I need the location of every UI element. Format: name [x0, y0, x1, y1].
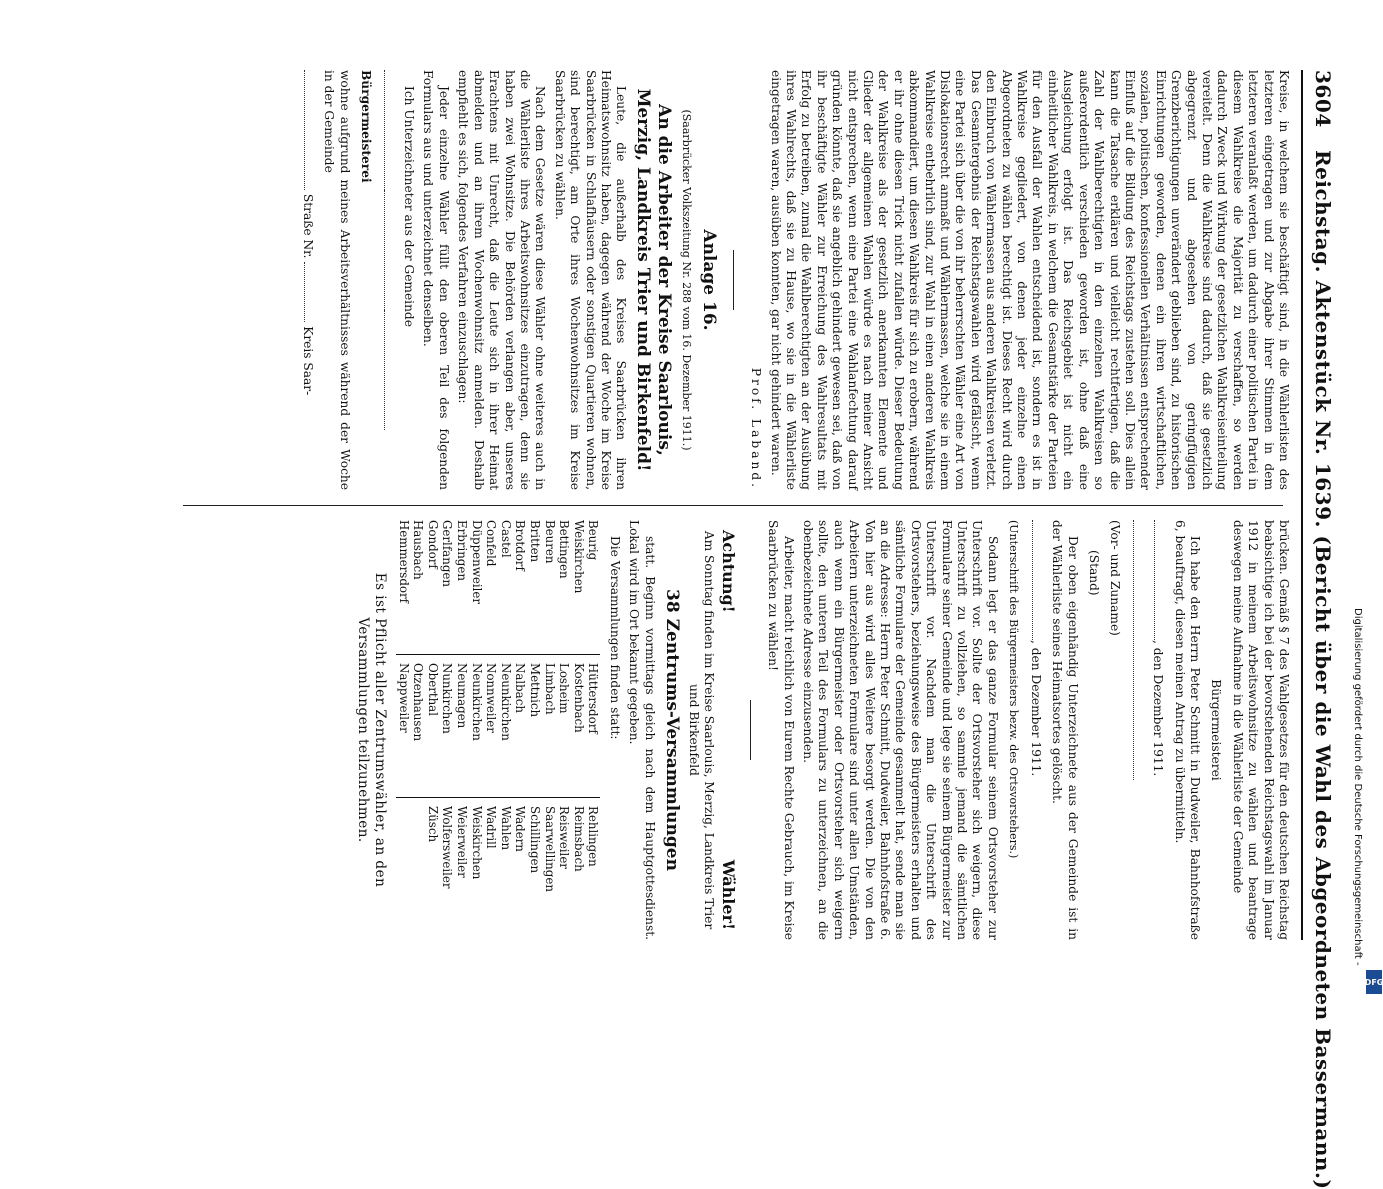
date-line: , den Dezember 1911. — [1151, 640, 1166, 777]
annex-source: (Saarbrücker Volkszeitung Nr. 288 vom 16. Dezember 1911.) — [679, 109, 693, 451]
name-label: (Vor- und Zuname) — [1108, 520, 1123, 636]
places-table — [396, 520, 600, 940]
place-name: Nappweiler — [396, 663, 411, 733]
place-name: Saarwellingen — [542, 806, 557, 892]
place-name: Erbringen — [455, 520, 470, 581]
form-field-label: Kreis Saar- — [301, 326, 316, 396]
form-field — [1128, 520, 1143, 940]
separator — [733, 250, 734, 310]
place-name: Neunkirchen — [469, 663, 484, 741]
date-line: , den Dezember 1911. — [1028, 640, 1043, 777]
paragraph: brücken. Gemäß § 7 des Wahlgesetzes für den deutschen Reichstag beabsichtige ich bei der bevorstehenden Reichstagswahl im Januar 1912 in meinem Arbeitswohnsitze zu wählen und beantrage deswegen meine Aufnahme in die Wählerliste der Gemeinde — [1230, 520, 1291, 940]
place-name: Weiskirchen — [571, 520, 586, 594]
place-name: Reimsbach — [571, 806, 586, 872]
signature: Prof. Laband. — [749, 367, 764, 490]
place-name: Hausbach — [411, 520, 426, 580]
place-name: Wadern — [513, 806, 528, 852]
places-column — [396, 797, 600, 940]
place-name: Nonnweiler — [484, 663, 499, 733]
column-divider — [183, 505, 1283, 506]
place-name: Wadrill — [484, 806, 499, 849]
right-column — [71, 520, 1291, 940]
place-name: Hüttersdorf — [586, 663, 601, 734]
paragraph: Nach dem Gesetze wären diese Wähler ohne weiteres auch in die Wählerliste ihres Arbeitswohnsitzes einzutragen, denn sie haben zwei Wohnsitze. Die Behörden verlangen aber, unseres Erachtens mit Unrecht, daß die Leute sich in ihrer Heimat abmelden und an ihrem Wochenwohnsitz anmelden. Deshalb empfiehlt es sich, folgendes Verfahren einzuschlagen: — [456, 70, 548, 490]
paragraph: Der oben eigenhändig Unterzeichnete aus der Gemeinde ist in der Wählerliste seines Heimatsortes gelöscht. — [1050, 520, 1080, 940]
page-header — [1301, 70, 1343, 1189]
place-name: Kostenbach — [571, 663, 586, 733]
form-blank — [384, 190, 395, 310]
page-number: 3604 — [1311, 70, 1335, 128]
meetings-heading: 38 Zentrums-Versammlungen — [661, 589, 682, 871]
paragraph: Am Sonntag finden im Kreise Saarlouis, Merzig, Landkreis Trier und Birkenfeld — [687, 530, 717, 930]
place-name: Nunkirchen — [440, 663, 455, 734]
paragraph: Kreise, in welchem sie beschäftigt sind, in die Wählerlisten des letzteren eingetragen und zur Abgabe ihrer Stimmen in dem letzteren veranlaßt werden, um dadurch einer politischen Partei in diesem Wahlkreise die Majorität zu verschaffen, so werden dadurch Zweck und Wirkung der gesetzlichen Wahlkreiseinteilung vereitelt. Denn die Wahlkreise sind dadurch, daß sie gesetzlich abgegrenzt und abgesehen von geringfügigen Grenzberichtigungen unverändert geblieben sind, zu historischen Einrichtungen geworden, denen ein ihren wirtschaftlichen, sozialen, politischen, konfessionellen Verhältnissen entsprechender Einfluß auf die Bildung des Reichstags zustehen soll. Dies allein kann die Tatsache erklären und vielleicht rechtfertigen, daß die Zahl der Wahlberechtigten in den einzelnen Wahlkreisen so außerordentlich verschieden geworden ist, ohne daß eine Ausgleichung erfolgt ist. Das Reichsgebiet ist nicht ein einheitlicher Wahlkreis, in welchem die Gesamtstärke der Parteien für den Ausfall der Wahlen entscheidend ist, sondern es ist in Wahlkreise gegliedert, von denen jeder einzelne einen Abgeordneten zu wählen berechtigt ist. Dieses Recht wird durch den Einbruch von Wählermassen aus anderen Wahlkreisen verletzt. Das Gesamtergebnis der Reichstagswahlen wird gefälscht, wenn eine Partei sich über die von ihr beherrschten Wähler eine Art von Dislokationsrecht anmaßt und Wählermassen, welche sie in einem Wahlkreise entbehrlich sind, zur Wahl in einen anderen Wahlkreis abkommandiert, um diesen Wahlkreis für sich zu erobern, während er ihr ohne diesen Trick nicht zufallen würde. Dieser Bedeutung der Wahlkreise als der gesetzlich anerkannten Elemente und Glieder der allgemeinen Wahlen würde es nach meiner Ansicht nicht entsprechen, wenn eine Partei eine Wahlanfechtung darauf gründen könnte, daß sie angeblich gehindert gewesen sei, daß von ihr beschäftigte Wähler zur Erreichung des Wahlresultats mit Erfolg zu betreiben, zumal die Wahlberechtigten an der Ausübung ihres Wahlrechts, daß sie zu Hause, wo sie in die Wählerliste eingetragen waren, ausüben konnten, gar nicht gehindert waren. — [768, 70, 1291, 490]
form-blank — [384, 70, 395, 190]
place-name: Reisweiler — [557, 806, 572, 869]
form-field-label: Bürgermeisterei — [1209, 679, 1224, 781]
place-name: Neunkirchen — [498, 663, 513, 741]
place-name: Rehlingen — [586, 806, 601, 867]
form-field — [300, 70, 315, 490]
places-column — [396, 654, 600, 797]
form-field — [379, 70, 394, 490]
page-title: Reichstag. Aktenstück Nr. 1639. (Bericht über die Wahl des Abgeordneten Bassermann.) — [1311, 150, 1335, 1189]
form-blank — [1154, 520, 1165, 640]
attention-row — [718, 530, 738, 930]
place-name: Bettingen — [557, 520, 572, 579]
digitization-credit: Digitalisierung gefördert durch die Deutsche Forschungsgemeinschaft - — [1352, 608, 1363, 966]
paragraph: statt. Beginn vormittags gleich nach dem Hauptgottesdienst. Lokal wird im Ort bekannt gegeben. — [627, 520, 657, 940]
place-name: Neumagen — [455, 663, 470, 729]
place-name: Mettnich — [528, 663, 542, 718]
form-blank — [384, 310, 395, 430]
form-blank — [1133, 520, 1144, 780]
paragraph: Leute, die außerhalb des Kreises Saarbrücken ihren Heimatswohnsitz haben, dagegen während der Woche im Kreise Saarbrücken in Schlafhäusern oder sonstigen Quartieren wohnen, sind berechtigt, am Orte ihres Wochenwohnsitzes im Kreise Saarbrücken zu wählen. — [552, 70, 629, 490]
mayor-signature-label: (Unterschrift des Bürgermeisters bezw. des Ortsvorstehers.) — [1007, 520, 1021, 859]
stand-label: (Stand) — [1086, 550, 1101, 596]
appeal-heading: An die Arbeiter der Kreise Saarlouis, Merzig, Landkreis Trier und Birkenfeld! — [633, 88, 675, 472]
place-name: Wahlen — [498, 806, 513, 851]
form-blank — [304, 70, 315, 190]
place-name: Züsch — [425, 806, 440, 843]
paragraph: Arbeiter, macht reichlich von Eurem Rechte Gebrauch, im Kreise Saarbrücken zu wählen! — [766, 520, 796, 940]
place-name: Limbach — [542, 663, 557, 715]
form-field-label: wohne aufgrund meines Arbeitsverhältnisses während der Woche in der Gemeinde — [322, 70, 352, 490]
place-name: Nalbach — [513, 663, 528, 713]
paragraph: Ich Unterzeichneter aus der Gemeinde — [402, 86, 417, 327]
separator — [750, 700, 751, 760]
dfg-logo: DFG — [1366, 970, 1382, 994]
paragraph: Sodann legt er das ganze Formular seinem Ortsvorsteher zur Unterschrift vor. Sollte der Ortsvorsteher sich weigern, diese Unterschrift zu vollziehen, so sammle jemand die sämtlichen Formulare seiner Gemeinde und lege sie seinem Bürgermeister zur Unterschrift vor. Nachdem man die Unterschrift des Ortsvorstehers, beziehungsweise des Bürgermeisters erhalten und sämtliche Formulare der Gemeinde gesammelt hat, sende man sie an die Adresse: Herrn Peter Schmitt, Dudweiler, Bahnhofstraße 6. Von hier aus wird alles Weitere besorgt werden. Die von den Arbeitern unterzeichneten Formulare sind unter allen Umständen, auch wenn ein Bürgermeister oder Ortsvorsteher sich weigern sollte, den unteren Teil des Formulars zu unterzeichnen, an die obenbezeichnete Adresse einzusenden. — [801, 520, 1000, 940]
form-blank — [1032, 520, 1043, 640]
place-name: Otzenhausen — [411, 663, 426, 742]
place-name: Düppenweiler — [469, 520, 484, 604]
place-name: Weierweiler — [455, 806, 470, 878]
paragraph: Jeder einzelne Wähler füllt den oberen Teil des folgenden Formulars aus und unterzeichnet denselben. — [421, 70, 451, 490]
form-field — [1150, 520, 1165, 940]
place-name: Gerlfangen — [440, 520, 455, 587]
place-name: Gondorf — [425, 520, 440, 569]
place-name: Losheim — [557, 663, 572, 714]
annex-title: Anlage 16. — [698, 229, 719, 331]
place-name: Oberthal — [425, 663, 440, 716]
paragraph: Die Versammlungen finden statt: — [607, 536, 622, 740]
place-name: Castel — [498, 520, 513, 558]
place-name: Britten — [528, 520, 542, 563]
paragraph: Ich habe den Herrn Peter Schmitt in Dudweiler, Bahnhofstraße 6, beauftragt, diesen meinen Antrag zu übermitteln. — [1172, 520, 1202, 940]
place-name: Beurig — [586, 520, 601, 561]
closing-note: Es ist Pflicht aller Zentrumswähler, an den Versammlungen teilzunehmen. — [355, 572, 389, 888]
place-name: Brotdorf — [513, 520, 528, 571]
place-name: Wolfersweiler — [440, 806, 455, 889]
place-name: Weiskirchen — [469, 806, 484, 880]
places-column — [396, 520, 600, 654]
form-blank — [304, 262, 315, 322]
place-name: Beuren — [542, 520, 557, 564]
form-field-label: Straße Nr. — [301, 193, 316, 259]
place-name: Schillingen — [528, 806, 542, 874]
voters-heading: Wähler! — [718, 859, 738, 930]
left-column — [71, 70, 1291, 490]
place-name: Confeld — [484, 520, 499, 567]
attention-heading: Achtung! — [718, 530, 738, 613]
form-field — [1027, 520, 1042, 940]
form-field-label: Bürgermeisterei — [359, 70, 374, 183]
place-name: Hemmersdorf — [396, 520, 411, 603]
